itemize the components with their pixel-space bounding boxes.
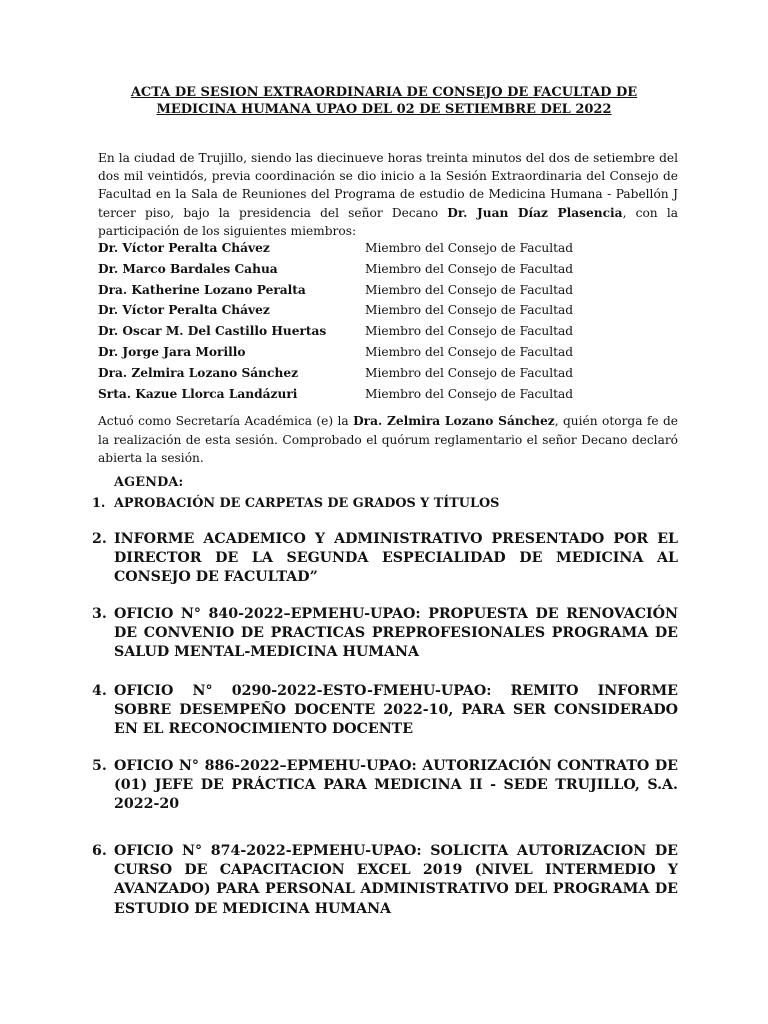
- member-role: Miembro del Consejo de Facultad: [365, 282, 574, 297]
- agenda-item-text: OFICIO N° 840-2022–EPMEHU-UPAO: PROPUESTA DE RENOVACIÓN DE CONVENIO DE PRACTICAS PREPROFESIONALES PROGRAMA DE SALUD MENTAL-MEDICINA HUMANA: [114, 606, 678, 661]
- secretary-text: Actuó como Secretaría Académica (e) la: [98, 414, 354, 428]
- member-row: [98, 363, 678, 384]
- member-role: Miembro del Consejo de Facultad: [365, 365, 574, 380]
- agenda-item-text: INFORME ACADEMICO Y ADMINISTRATIVO PRESENTADO POR EL DIRECTOR DE LA SEGUNDA ESPECIALIDAD DE MEDICINA AL CONSEJO DE FACULTAD”: [114, 531, 678, 586]
- intro-text: En la ciudad de Trujillo, siendo las diecinueve horas treinta minutos del dos de setiembre del dos mil veintidós, previa coordinación se dio inicio a la Sesión Extraordinaria del Consejo de Facultad en la Sala de Reuniones del Programa de estudio de Medicina Humana - Pabellón J tercer piso, bajo la presidencia del señor Decano: [98, 151, 678, 220]
- secretary-paragraph: [98, 412, 678, 468]
- agenda-item: [92, 682, 678, 740]
- member-row: [98, 300, 678, 321]
- agenda-item-number: 5.: [92, 758, 107, 774]
- member-name: Dra. Katherine Lozano Peralta: [98, 282, 306, 297]
- agenda-item-text: OFICIO N° 886-2022–EPMEHU-UPAO: AUTORIZACIÓN CONTRATO DE (01) JEFE DE PRÁCTICA PARA MEDICINA II - SEDE TRUJILLO, S.A. 2022-20: [114, 758, 678, 813]
- member-name: Dr. Víctor Peralta Chávez: [98, 303, 270, 318]
- member-name: Dr. Marco Bardales Cahua: [98, 261, 278, 276]
- member-role: Miembro del Consejo de Facultad: [365, 241, 574, 255]
- member-name: Dr. Oscar M. Del Castillo Huertas: [98, 324, 327, 339]
- agenda-item: [92, 495, 678, 513]
- agenda-item: [92, 605, 678, 663]
- agenda-item-number: 3.: [92, 606, 107, 622]
- title-line-2: MEDICINA HUMANA UPAO DEL 02 DE SETIEMBRE DEL 2022: [156, 102, 612, 117]
- agenda-item: [92, 757, 678, 815]
- member-role: Miembro del Consejo de Facultad: [365, 303, 574, 318]
- secretary-text-end: , quién otorga fe de la realización de esta sesión. Comprobado el quórum reglamentario el señor Decano declaró abierta la sesión.: [98, 414, 678, 466]
- intro-paragraph: [98, 149, 678, 240]
- member-name: Dra. Zelmira Lozano Sánchez: [98, 365, 299, 380]
- member-name: Srta. Kazue Llorca Landázuri: [98, 386, 298, 401]
- agenda-item: [92, 530, 678, 588]
- agenda-heading: AGENDA:: [114, 475, 184, 490]
- intro-text-end: , con la participación de los siguientes miembros:: [98, 205, 678, 238]
- title-line-1: ACTA DE SESION EXTRAORDINARIA DE CONSEJO DE FACULTAD DE: [130, 85, 638, 100]
- president-name: Dr. Juan Díaz Plasencia: [447, 205, 623, 220]
- agenda-item-text: APROBACIÓN DE CARPETAS DE GRADOS Y TÍTULOS: [114, 496, 500, 511]
- agenda-item-number: 4.: [92, 683, 107, 699]
- member-row: [98, 259, 678, 280]
- agenda-item-text: OFICIO N° 874-2022-EPMEHU-UPAO: SOLICITA AUTORIZACION DE CURSO DE CAPACITACION EXCEL 2019 (NIVEL INTERMEDIO Y AVANZADO) PARA PERSONAL ADMINISTRATIVO DEL PROGRAMA DE ESTUDIO DE MEDICINA HUMANA: [114, 843, 678, 917]
- secretary-name: Dra. Zelmira Lozano Sánchez: [353, 414, 555, 428]
- agenda-item-text: OFICIO N° 0290-2022-ESTO-FMEHU-UPAO: REMITO INFORME SOBRE DESEMPEÑO DOCENTE 2022-10, PARA SER CONSIDERADO EN EL RECONOCIMIENTO DOCENTE: [114, 683, 678, 738]
- agenda-item-number: 6.: [92, 843, 107, 859]
- member-role: Miembro del Consejo de Facultad: [365, 386, 574, 401]
- member-row: [98, 342, 678, 363]
- members-list: [98, 238, 678, 404]
- member-row: [98, 238, 678, 259]
- member-row: [98, 321, 678, 342]
- agenda-item: [92, 842, 678, 919]
- member-name: Dr. Víctor Peralta Chávez: [98, 241, 270, 255]
- member-role: Miembro del Consejo de Facultad: [365, 261, 574, 276]
- member-row: [98, 280, 678, 301]
- member-row: [98, 384, 678, 405]
- document-title: [98, 84, 670, 118]
- member-role: Miembro del Consejo de Facultad: [365, 344, 574, 359]
- agenda-item-number: 2.: [92, 531, 107, 547]
- agenda-item-number: 1.: [92, 496, 106, 511]
- member-role: Miembro del Consejo de Facultad: [365, 324, 574, 339]
- member-name: Dr. Jorge Jara Morillo: [98, 344, 246, 359]
